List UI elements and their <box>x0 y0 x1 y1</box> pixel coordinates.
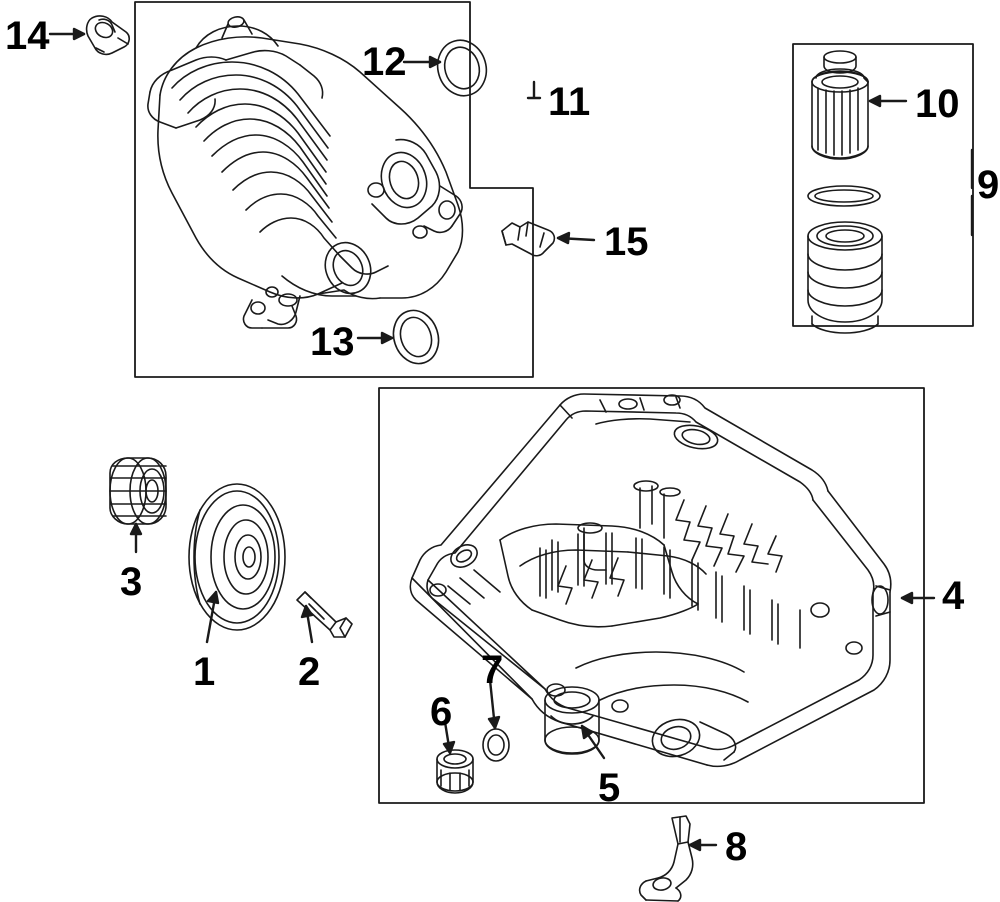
callout-8: 8 <box>725 825 748 869</box>
callout-4: 4 <box>942 574 965 618</box>
callout-1: 1 <box>193 650 216 694</box>
callout-9: 9 <box>977 163 1000 207</box>
callout-6: 6 <box>430 690 453 734</box>
part-drain-gasket <box>483 729 509 761</box>
callout-2: 2 <box>298 650 321 694</box>
part-throttle-gasket <box>387 305 446 370</box>
callout-5: 5 <box>598 766 621 810</box>
callout-14: 14 <box>5 14 50 58</box>
part-temp-sensor <box>502 222 554 256</box>
part-crank-pulley <box>189 484 285 630</box>
callout-3: 3 <box>120 560 143 604</box>
part-intake-sensor <box>87 16 130 54</box>
part-manifold-seal <box>431 34 493 101</box>
callout-13: 13 <box>310 320 355 364</box>
part-oil-pan <box>410 394 890 766</box>
part-drain-plug <box>437 750 473 793</box>
callout-7: 7 <box>481 648 504 692</box>
callout-10: 10 <box>915 82 960 126</box>
callout-12: 12 <box>362 40 407 84</box>
part-filter-housing <box>808 222 882 333</box>
callout-11: 11 <box>548 80 591 124</box>
part-filter-oring <box>808 186 880 206</box>
part-oil-filter-element <box>812 51 868 159</box>
part-drain-housing <box>545 687 599 754</box>
part-oil-level-sensor <box>640 816 693 901</box>
part-crank-gear <box>110 458 166 524</box>
callout-15: 15 <box>604 220 649 264</box>
